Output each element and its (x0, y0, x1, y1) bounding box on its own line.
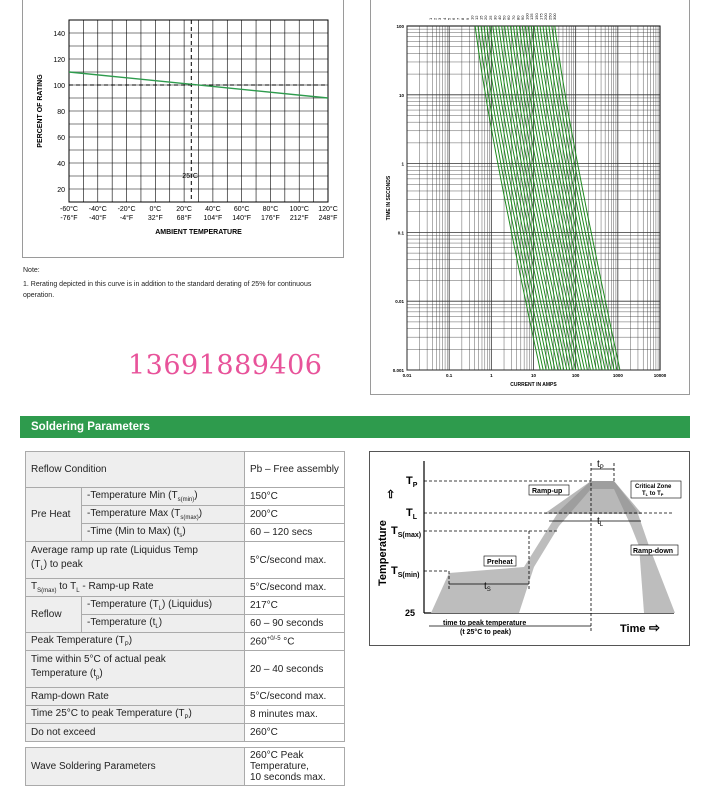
tc-top-label: 175 (538, 13, 544, 20)
derating-x-tick-c: -60°C (60, 206, 78, 213)
tc-y-tick: 1 (401, 161, 404, 167)
tc-top-label: 25 (487, 15, 493, 20)
ramp-up-label: Ramp-up (532, 488, 563, 495)
tc-top-label: 1 (428, 17, 433, 20)
derating-y-tick: 100 (53, 83, 65, 90)
tsmax-label: $T_{S(max)}$ (391, 525, 422, 539)
tc-top-label: 30 (492, 15, 498, 20)
table-row (26, 706, 345, 724)
ramp-down-label: Ramp-down (633, 548, 674, 555)
preheat-label: Preheat (487, 559, 513, 566)
tl-value: 217°C (245, 597, 345, 615)
derating-x-label: AMBIENT TEMPERATURE (155, 229, 242, 236)
tmax-label: -Temperature Max $(T_{s(max)})$ (82, 506, 245, 524)
table-row (26, 633, 345, 651)
assembly-value: Pb – Free assembly (245, 452, 345, 488)
tc-top-label: 125 (529, 13, 535, 20)
ramp-label: Average ramp up rate (Liquidus Temp $(T_L)$ to peak (26, 542, 245, 579)
tsmax-tl-value: 5°C/second max. (245, 579, 345, 597)
section-title: Soldering Parameters (20, 416, 690, 438)
derating-x-tick-f: 32°F (147, 215, 163, 222)
time-label: -Time (Min to Max) $(t_s)$ (82, 524, 245, 542)
tc-x-label: CURRENT IN AMPS (510, 382, 557, 388)
derating-note-text: 1. Rerating depicted in this curve is in addition to the standard derating of 25% for continuous operation. (23, 281, 312, 299)
derating-x-tick-c: 120°C (318, 206, 338, 213)
tmin-value: 150°C (245, 488, 345, 506)
derating-x-tick-c: 20°C (176, 206, 192, 213)
critical-zone-label: Critical Zone (635, 484, 672, 490)
wave-value: 260°C Peak Temperature, 10 seconds max. (245, 748, 345, 786)
derating-x-tick-f: -76°F (60, 215, 78, 222)
tmax-value: 200°C (245, 506, 345, 524)
soldering-table (25, 451, 345, 786)
tl-label: $T_L$ (406, 507, 418, 521)
derating-note-title: Note: (23, 267, 40, 274)
tc-top-label: 100 (524, 13, 530, 20)
critical-zone-range: TL to TP (642, 491, 664, 497)
tc-top-label: 40 (497, 15, 502, 20)
tc-top-label: 15 (478, 15, 484, 20)
tc-x-tick: 10000 (653, 373, 667, 378)
tc-top-label: 70 (510, 15, 516, 20)
tc-x-tick: 1 (490, 373, 493, 378)
tc-y-tick: 0.001 (392, 368, 404, 373)
temperature-arrow-icon: ⇧ (386, 489, 396, 501)
tc-top-label: 4 (441, 17, 447, 20)
tc-top-label: 20 (483, 15, 489, 20)
tc-y-tick: 0.1 (397, 230, 404, 236)
tl-time-label: $t_L$ (597, 516, 604, 528)
time-current-chart (370, 0, 690, 395)
tc-top-label: 6 (451, 17, 456, 20)
derating-y-tick: 60 (57, 135, 65, 142)
table-row (26, 724, 345, 742)
tc-x-tick: 0.1 (446, 373, 453, 378)
tc-top-label: 8 (460, 17, 466, 20)
reflow-profile (369, 451, 690, 646)
derating-x-tick-f: 104°F (203, 215, 223, 222)
tc-top-label: 200 (543, 13, 548, 20)
table-row (26, 452, 345, 488)
derating-x-tick-c: 0°C (149, 206, 162, 213)
dne-value: 260°C (245, 724, 345, 742)
tmin-label: -Temperature Min $(T_{s(min)})$ (82, 488, 245, 506)
derating-chart (22, 0, 344, 258)
table-row (26, 597, 345, 615)
table-row (26, 488, 345, 506)
rampdown-label: Ramp-down Rate (26, 688, 245, 706)
reflow-condition-label: Reflow Condition (26, 452, 245, 488)
tc-top-label: 3 (437, 17, 443, 20)
tc-x-tick: 1000 (612, 373, 623, 378)
tc-top-label: 9 (464, 17, 470, 20)
derating-x-tick-c: 100°C (289, 206, 309, 213)
derating-x-tick-c: 80°C (262, 206, 279, 213)
tc-top-label: 250 (547, 13, 553, 20)
tl-label: -Temperature $(T_L)$ (Liquidus) (82, 597, 245, 615)
table-row (26, 579, 345, 597)
derating-y-tick: 40 (57, 161, 65, 168)
derating-x-tick-f: 68°F (176, 215, 192, 222)
derating-y-tick: 140 (53, 31, 65, 38)
tc-y-tick: 100 (396, 24, 404, 29)
derating-x-tick-f: -40°F (89, 215, 107, 222)
rampdown-value: 5°C/second max. (245, 688, 345, 706)
within-value: 20 – 40 seconds (245, 651, 345, 688)
time-value: 60 – 120 secs (245, 524, 345, 542)
tc-top-label: 10 (469, 15, 475, 20)
base-temp-label: 25 (405, 608, 416, 618)
derating-x-tick-f: 212°F (289, 215, 309, 222)
derating-x-tick-f: -4°F (119, 215, 134, 222)
pre-heat-label: Pre Heat (26, 488, 82, 542)
derating-annot: 25°C (182, 173, 198, 180)
tc-y-tick: 0.01 (395, 299, 404, 305)
tl2-label: -Temperature $(t_L)$ (82, 615, 245, 633)
tc-x-tick: 100 (571, 373, 580, 378)
tc-top-label: 90 (520, 15, 525, 20)
derating-x-tick-c: -40°C (88, 206, 107, 213)
tc-top-label: 2 (432, 17, 438, 20)
phone-watermark: 13691889406 (128, 350, 323, 381)
tp-label: $T_P$ (406, 475, 418, 489)
time-to-peak-label: time to peak temperature (443, 620, 527, 627)
derating-x-tick-f: 176°F (261, 215, 280, 222)
tsmin-label: $T_{S(min)}$ (391, 565, 420, 579)
time-arrow-icon: ⇨ (649, 620, 660, 635)
derating-x-tick-f: 248°F (318, 215, 338, 222)
derating-y-label: PERCENT OF RATING (37, 74, 44, 148)
table-row (26, 542, 345, 579)
tc-top-label: 5 (446, 17, 452, 20)
table-row (26, 688, 345, 706)
table-row (26, 651, 345, 688)
within-label: Time within 5°C of actual peak Temperature $(t_p)$ (26, 651, 245, 688)
t25-value: 8 minutes max. (245, 706, 345, 724)
tc-top-label: 12 (474, 15, 479, 20)
derating-x-tick-c: -20°C (117, 206, 136, 213)
dne-label: Do not exceed (26, 724, 245, 742)
wave-label: Wave Soldering Parameters (26, 748, 245, 786)
derating-y-tick: 20 (57, 187, 65, 194)
tc-top-label: 150 (533, 13, 539, 20)
derating-y-tick: 80 (57, 109, 65, 116)
tc-top-label: 50 (501, 15, 507, 20)
time-to-peak-sub: (t 25°C to peak) (460, 629, 512, 636)
tc-top-label: 300 (552, 13, 558, 20)
tsmax-tl-label: $T_{S(max)}$ to $T_L$ - Ramp-up Rate (26, 579, 245, 597)
derating-x-tick-c: 40°C (205, 206, 221, 213)
tl2-value: 60 – 90 seconds (245, 615, 345, 633)
peak-label: Peak Temperature $(T_P)$ (26, 633, 245, 651)
tp-time-label: $t_P$ (597, 459, 604, 471)
time-axis-label: Time (620, 623, 646, 635)
tc-y-label: TIME IN SECONDS (386, 175, 392, 221)
derating-y-tick: 120 (53, 57, 65, 64)
derating-x-tick-c: 60°C (233, 206, 250, 213)
tc-top-label: 80 (515, 15, 521, 20)
tc-y-tick: 10 (398, 92, 404, 98)
reflow-label: Reflow (26, 597, 82, 633)
tc-x-tick: 10 (530, 373, 537, 378)
tc-x-tick: 0.01 (402, 373, 412, 378)
ts-label: $t_S$ (484, 581, 491, 593)
temperature-axis-label: Temperature (377, 520, 389, 586)
peak-value: $260^{+0/-5}$ °C (245, 633, 345, 651)
tc-top-label: 7 (455, 17, 461, 20)
table-row (26, 748, 345, 786)
tc-top-label: 60 (506, 15, 512, 20)
ramp-value: 5°C/second max. (245, 542, 345, 579)
derating-x-tick-f: 140°F (232, 215, 252, 222)
t25-label: Time 25°C to peak Temperature $(T_P)$ (26, 706, 245, 724)
